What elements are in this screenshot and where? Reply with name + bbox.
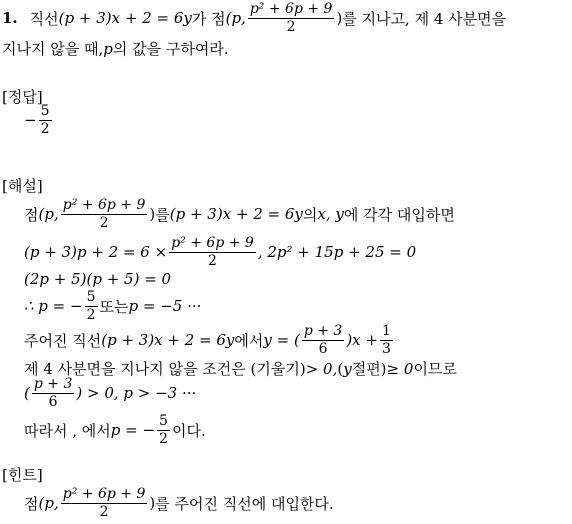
hint-heading-text: [힌트] bbox=[2, 466, 43, 484]
solution-line-7 bbox=[24, 377, 196, 409]
solution-heading bbox=[2, 175, 43, 196]
solution-text: 절편) bbox=[351, 360, 387, 378]
fraction-numerator: 1 bbox=[381, 323, 391, 339]
solution-text: 에서 bbox=[234, 331, 264, 350]
solution-heading-text: [해설] bbox=[2, 177, 43, 195]
solution-text: 에 각각 대입하면 bbox=[343, 205, 455, 224]
equation: ∴ p = − bbox=[24, 297, 83, 316]
solution-line-5 bbox=[24, 324, 395, 356]
variable-y: y bbox=[343, 359, 352, 378]
solution-line-2 bbox=[24, 236, 416, 268]
fraction-numerator: 5 bbox=[40, 103, 50, 119]
inequality: > 0, bbox=[305, 359, 338, 378]
problem-text: 를 지나고, 제 4 사분면을 bbox=[342, 9, 507, 28]
variable-p: p bbox=[103, 39, 113, 58]
fraction-denominator: 2 bbox=[159, 430, 168, 447]
variables-xy: x, y bbox=[317, 205, 344, 224]
fraction-numerator: 5 bbox=[159, 413, 168, 429]
equation: y = ( bbox=[263, 331, 300, 350]
equation: p = − bbox=[110, 421, 156, 440]
fraction-denominator: 2 bbox=[86, 306, 96, 323]
fraction-denominator: 2 bbox=[99, 503, 109, 520]
fraction-denominator: 3 bbox=[381, 340, 391, 357]
hint-text: 점 bbox=[24, 494, 39, 513]
intercept-fraction bbox=[380, 324, 393, 356]
equation: p = −5 ··· bbox=[128, 297, 202, 316]
solution-line-1 bbox=[24, 198, 455, 230]
fraction-numerator: p + 3 bbox=[33, 376, 73, 392]
point-fraction bbox=[248, 2, 335, 34]
solution-text: 주어진 직선 bbox=[24, 331, 102, 350]
solution-line-6 bbox=[24, 358, 457, 379]
fraction-denominator: 6 bbox=[318, 340, 328, 357]
point-close: ) bbox=[149, 494, 156, 513]
inequality: ≥ 0 bbox=[386, 359, 414, 378]
answer-sign: − bbox=[24, 111, 37, 130]
fraction-denominator: 2 bbox=[286, 18, 296, 35]
solution-text: 이다. bbox=[171, 421, 206, 440]
fraction-denominator: 2 bbox=[208, 252, 217, 269]
inequality: ) > 0, p > −3 ··· bbox=[76, 384, 197, 403]
fraction-numerator: p² + 6p + 9 bbox=[62, 197, 146, 213]
slope-fraction bbox=[302, 324, 345, 356]
problem-line-1 bbox=[2, 2, 506, 34]
hint-text: 를 주어진 직선에 대입한다. bbox=[155, 494, 334, 513]
line-equation: (p + 3)x + 2 = 6y bbox=[169, 205, 303, 224]
problem-line-2 bbox=[2, 38, 229, 59]
hint-line bbox=[24, 487, 334, 519]
solution-text: 점 bbox=[24, 205, 39, 224]
point-open: (p, bbox=[38, 494, 59, 513]
solution-text: ( bbox=[337, 359, 344, 378]
solution-line-4 bbox=[24, 290, 201, 322]
point-open: (p, bbox=[38, 205, 59, 224]
equation: (p + 3)p + 2 = 6 × bbox=[24, 243, 168, 262]
solution-text: 또는 bbox=[99, 297, 129, 316]
equation: ( bbox=[24, 384, 30, 403]
fraction-numerator: p² + 6p + 9 bbox=[171, 235, 254, 251]
fraction-numerator: p + 3 bbox=[303, 323, 343, 339]
line-equation: (p + 3)x + 2 = 6y bbox=[101, 331, 235, 350]
equation: (2p + 5)(p + 5) = 0 bbox=[24, 270, 172, 288]
slope-fraction bbox=[32, 377, 75, 409]
solution-line-8 bbox=[24, 414, 206, 446]
solution-line-3 bbox=[24, 270, 171, 288]
equation-fraction bbox=[157, 414, 170, 446]
equation-fraction bbox=[85, 290, 98, 322]
solution-text: 이므로 bbox=[413, 360, 457, 378]
solution-text: 의 bbox=[302, 205, 318, 224]
point-close: ) bbox=[149, 205, 156, 224]
problem-text: 가 점 bbox=[191, 9, 226, 28]
answer-heading-text: [정답] bbox=[2, 88, 43, 106]
solution-text: 를 bbox=[155, 205, 170, 224]
point-fraction bbox=[61, 198, 148, 230]
solution-text: 제 4 사분면을 지나지 않을 조건은 (기울기) bbox=[24, 360, 306, 378]
answer-value bbox=[24, 104, 54, 136]
point-open: (p, bbox=[225, 9, 246, 28]
fraction-numerator: 5 bbox=[86, 289, 96, 305]
line-equation: (p + 3)x + 2 = 6y bbox=[58, 9, 192, 28]
fraction-numerator: p² + 6p + 9 bbox=[62, 486, 146, 502]
fraction-numerator: p² + 6p + 9 bbox=[249, 1, 333, 17]
problem-text: 직선 bbox=[29, 9, 59, 28]
problem-number: 1. bbox=[2, 9, 18, 28]
fraction-denominator: 2 bbox=[99, 214, 109, 231]
point-fraction bbox=[61, 487, 148, 519]
equation: )x + bbox=[346, 331, 378, 350]
fraction-denominator: 2 bbox=[40, 120, 50, 137]
equation: , 2p² + 15p + 25 = 0 bbox=[257, 243, 417, 262]
problem-text: 지나지 않을 때, bbox=[2, 40, 104, 58]
problem-text: 의 값을 구하여라. bbox=[112, 40, 229, 58]
fraction-denominator: 6 bbox=[48, 393, 58, 410]
point-close: ) bbox=[336, 9, 343, 28]
equation-fraction bbox=[169, 236, 256, 268]
answer-fraction bbox=[39, 104, 52, 136]
solution-text: 따라서 , 에서 bbox=[24, 421, 111, 440]
hint-heading bbox=[2, 464, 43, 485]
